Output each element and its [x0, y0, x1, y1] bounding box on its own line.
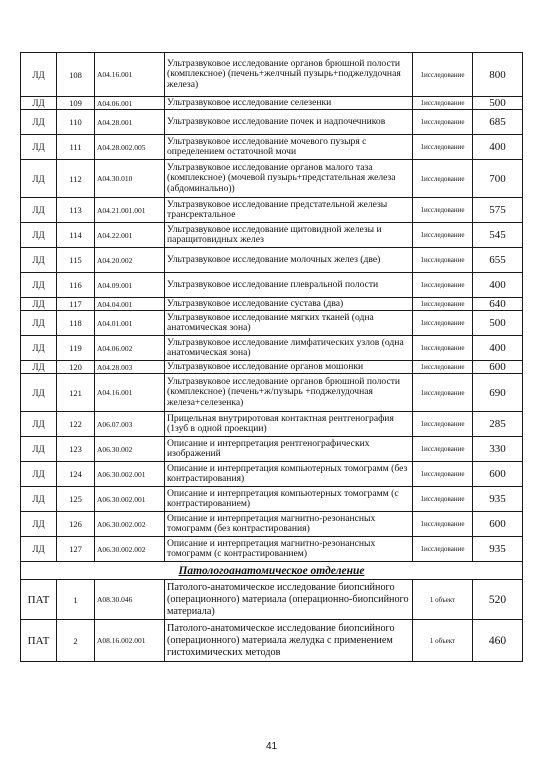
- unit-cell: 1 объект: [413, 580, 473, 620]
- unit-cell: 1исследование: [413, 160, 473, 198]
- unit-cell: 1исследование: [413, 374, 473, 412]
- code-cell: A04.16.001: [95, 374, 165, 412]
- price-cell: 575: [473, 198, 523, 223]
- department-cell: ЛД: [21, 198, 57, 223]
- number-cell: 121: [57, 374, 95, 412]
- code-cell: A04.21.001.001: [95, 198, 165, 223]
- service-name-cell: Описание и интерпретация магнитно-резонансных томограмм (с контрастированием): [165, 537, 413, 562]
- number-cell: 126: [57, 512, 95, 537]
- table-row: [21, 462, 523, 487]
- code-cell: A06.07.003: [95, 412, 165, 437]
- department-cell: ЛД: [21, 336, 57, 361]
- table-row: [21, 223, 523, 248]
- code-cell: A06.30.002.002: [95, 537, 165, 562]
- service-name-cell: Ультразвуковое исследование селезенки: [165, 97, 413, 110]
- department-cell: ЛД: [21, 135, 57, 160]
- code-cell: A06.30.002.001: [95, 487, 165, 512]
- service-name-cell: Ультразвуковое исследование плевральной полости: [165, 273, 413, 298]
- code-cell: A06.30.002.001: [95, 462, 165, 487]
- code-cell: A04.28.002.005: [95, 135, 165, 160]
- code-cell: A04.22.001: [95, 223, 165, 248]
- service-name-cell: Описание и интерпретация компьютерных томограмм (без контрастирования): [165, 462, 413, 487]
- price-cell: 600: [473, 512, 523, 537]
- unit-cell: 1исследование: [413, 298, 473, 311]
- number-cell: 113: [57, 198, 95, 223]
- service-name-cell: Ультразвуковое исследование органов мошонки: [165, 361, 413, 374]
- table-row: [21, 110, 523, 135]
- price-cell: 500: [473, 97, 523, 110]
- price-cell: 500: [473, 311, 523, 336]
- section-title: Патологоанатомическое отделение: [21, 562, 523, 580]
- table-row: [21, 580, 523, 620]
- service-name-cell: Ультразвуковое исследование сустава (два): [165, 298, 413, 311]
- department-cell: ЛД: [21, 361, 57, 374]
- number-cell: 125: [57, 487, 95, 512]
- department-cell: ЛД: [21, 298, 57, 311]
- unit-cell: 1исследование: [413, 487, 473, 512]
- code-cell: A04.06.001: [95, 97, 165, 110]
- code-cell: A08.30.046: [95, 580, 165, 620]
- code-cell: A04.20.002: [95, 248, 165, 273]
- price-cell: 935: [473, 537, 523, 562]
- number-cell: 124: [57, 462, 95, 487]
- department-cell: ЛД: [21, 160, 57, 198]
- table-row: [21, 97, 523, 110]
- service-name-cell: Описание и интерпретация магнитно-резонансных томограмм (без контрастирования): [165, 512, 413, 537]
- unit-cell: 1исследование: [413, 198, 473, 223]
- price-cell: 935: [473, 487, 523, 512]
- service-name-cell: Ультразвуковое исследование лимфатических узлов (одна анатомическая зона): [165, 336, 413, 361]
- number-cell: 108: [57, 53, 95, 97]
- unit-cell: 1исследование: [413, 223, 473, 248]
- price-cell: 545: [473, 223, 523, 248]
- number-cell: 115: [57, 248, 95, 273]
- service-name-cell: Ультразвуковое исследование мочевого пузыря с определением остаточной мочи: [165, 135, 413, 160]
- department-cell: ЛД: [21, 537, 57, 562]
- unit-cell: 1исследование: [413, 135, 473, 160]
- unit-cell: 1исследование: [413, 53, 473, 97]
- page-number: 41: [265, 741, 278, 752]
- unit-cell: 1 объект: [413, 620, 473, 662]
- unit-cell: 1исследование: [413, 512, 473, 537]
- code-cell: A04.01.001: [95, 311, 165, 336]
- code-cell: A04.16.001: [95, 53, 165, 97]
- department-cell: ЛД: [21, 97, 57, 110]
- number-cell: 112: [57, 160, 95, 198]
- department-cell: ЛД: [21, 487, 57, 512]
- unit-cell: 1исследование: [413, 537, 473, 562]
- unit-cell: 1исследование: [413, 437, 473, 462]
- unit-cell: 1исследование: [413, 462, 473, 487]
- department-cell: ЛД: [21, 248, 57, 273]
- price-cell: 685: [473, 110, 523, 135]
- price-cell: 700: [473, 160, 523, 198]
- service-name-cell: Описание и интерпретация рентгенографических изображений: [165, 437, 413, 462]
- service-name-cell: Ультразвуковое исследование органов малого таза (комплексное) (мочевой пузырь+предстательная железа (абдоминально)): [165, 160, 413, 198]
- department-cell: ЛД: [21, 273, 57, 298]
- number-cell: 116: [57, 273, 95, 298]
- section-header-row: [21, 562, 523, 580]
- table-row: [21, 620, 523, 662]
- unit-cell: 1исследование: [413, 311, 473, 336]
- number-cell: 111: [57, 135, 95, 160]
- unit-cell: 1исследование: [413, 273, 473, 298]
- code-cell: A04.28.001: [95, 110, 165, 135]
- number-cell: 1: [57, 580, 95, 620]
- department-cell: ЛД: [21, 412, 57, 437]
- number-cell: 127: [57, 537, 95, 562]
- unit-cell: 1исследование: [413, 97, 473, 110]
- price-cell: 400: [473, 135, 523, 160]
- table-row: [21, 273, 523, 298]
- number-cell: 119: [57, 336, 95, 361]
- price-cell: 640: [473, 298, 523, 311]
- table-row: [21, 53, 523, 97]
- code-cell: A06.30.002.002: [95, 512, 165, 537]
- price-cell: 655: [473, 248, 523, 273]
- table-row: [21, 361, 523, 374]
- department-cell: ЛД: [21, 110, 57, 135]
- table-row: [21, 512, 523, 537]
- number-cell: 118: [57, 311, 95, 336]
- service-name-cell: Ультразвуковое исследование органов брюшной полости (комплексное) (печень+желчный пузырь+поджелудочная железа): [165, 53, 413, 97]
- table-row: [21, 412, 523, 437]
- number-cell: 110: [57, 110, 95, 135]
- service-name-cell: Ультразвуковое исследование щитовидной железы и паращитовидных желез: [165, 223, 413, 248]
- service-name-cell: Ультразвуковое исследование мягких тканей (одна анатомическая зона): [165, 311, 413, 336]
- department-cell: ЛД: [21, 462, 57, 487]
- department-cell: ЛД: [21, 223, 57, 248]
- table-row: [21, 311, 523, 336]
- number-cell: 117: [57, 298, 95, 311]
- service-name-cell: Прицельная внутриротовая контактная рентгенография (1зуб в одной проекции): [165, 412, 413, 437]
- table-row: [21, 248, 523, 273]
- department-cell: ЛД: [21, 512, 57, 537]
- service-name-cell: Патолого-анатомическое исследование биопсийного (операционного) материала (операционно-биопсийного материала): [165, 580, 413, 620]
- unit-cell: 1исследование: [413, 248, 473, 273]
- table-row: [21, 487, 523, 512]
- price-cell: 690: [473, 374, 523, 412]
- service-name-cell: Патолого-анатомическое исследование биопсийного (операционного) материала желудка с применением гистохимических методов: [165, 620, 413, 662]
- service-name-cell: Описание и интерпретация компьютерных томограмм (с контрастированием): [165, 487, 413, 512]
- table-row: [21, 537, 523, 562]
- price-cell: 800: [473, 53, 523, 97]
- price-cell: 460: [473, 620, 523, 662]
- department-cell: ЛД: [21, 374, 57, 412]
- price-cell: 400: [473, 273, 523, 298]
- department-cell: ЛД: [21, 311, 57, 336]
- department-cell: ЛД: [21, 53, 57, 97]
- price-cell: 400: [473, 336, 523, 361]
- code-cell: A06.30.002: [95, 437, 165, 462]
- number-cell: 120: [57, 361, 95, 374]
- unit-cell: 1исследование: [413, 110, 473, 135]
- code-cell: A04.30.010: [95, 160, 165, 198]
- department-cell: ПАТ: [21, 620, 57, 662]
- service-name-cell: Ультразвуковое исследование молочных желез (две): [165, 248, 413, 273]
- table-row: [21, 160, 523, 198]
- price-table-body: [21, 53, 523, 662]
- price-cell: 600: [473, 462, 523, 487]
- code-cell: A04.04.001: [95, 298, 165, 311]
- table-row: [21, 437, 523, 462]
- number-cell: 122: [57, 412, 95, 437]
- price-cell: 330: [473, 437, 523, 462]
- price-table: [20, 52, 523, 662]
- code-cell: A04.06.002: [95, 336, 165, 361]
- table-row: [21, 135, 523, 160]
- table-row: [21, 336, 523, 361]
- code-cell: A04.28.003: [95, 361, 165, 374]
- price-cell: 600: [473, 361, 523, 374]
- table-row: [21, 198, 523, 223]
- service-name-cell: Ультразвуковое исследование почек и надпочечников: [165, 110, 413, 135]
- service-name-cell: Ультразвуковое исследование органов брюшной полости (комплексное) (печень+ж/пузырь +поджелудочная железа+селезенка): [165, 374, 413, 412]
- price-cell: 285: [473, 412, 523, 437]
- table-row: [21, 374, 523, 412]
- number-cell: 123: [57, 437, 95, 462]
- number-cell: 109: [57, 97, 95, 110]
- unit-cell: 1исследование: [413, 361, 473, 374]
- department-cell: ПАТ: [21, 580, 57, 620]
- table-row: [21, 298, 523, 311]
- unit-cell: 1исследование: [413, 336, 473, 361]
- price-cell: 520: [473, 580, 523, 620]
- unit-cell: 1исследование: [413, 412, 473, 437]
- number-cell: 114: [57, 223, 95, 248]
- code-cell: A04.09.001: [95, 273, 165, 298]
- department-cell: ЛД: [21, 437, 57, 462]
- code-cell: A08.16.002.001: [95, 620, 165, 662]
- number-cell: 2: [57, 620, 95, 662]
- service-name-cell: Ультразвуковое исследование предстательной железы трансректальное: [165, 198, 413, 223]
